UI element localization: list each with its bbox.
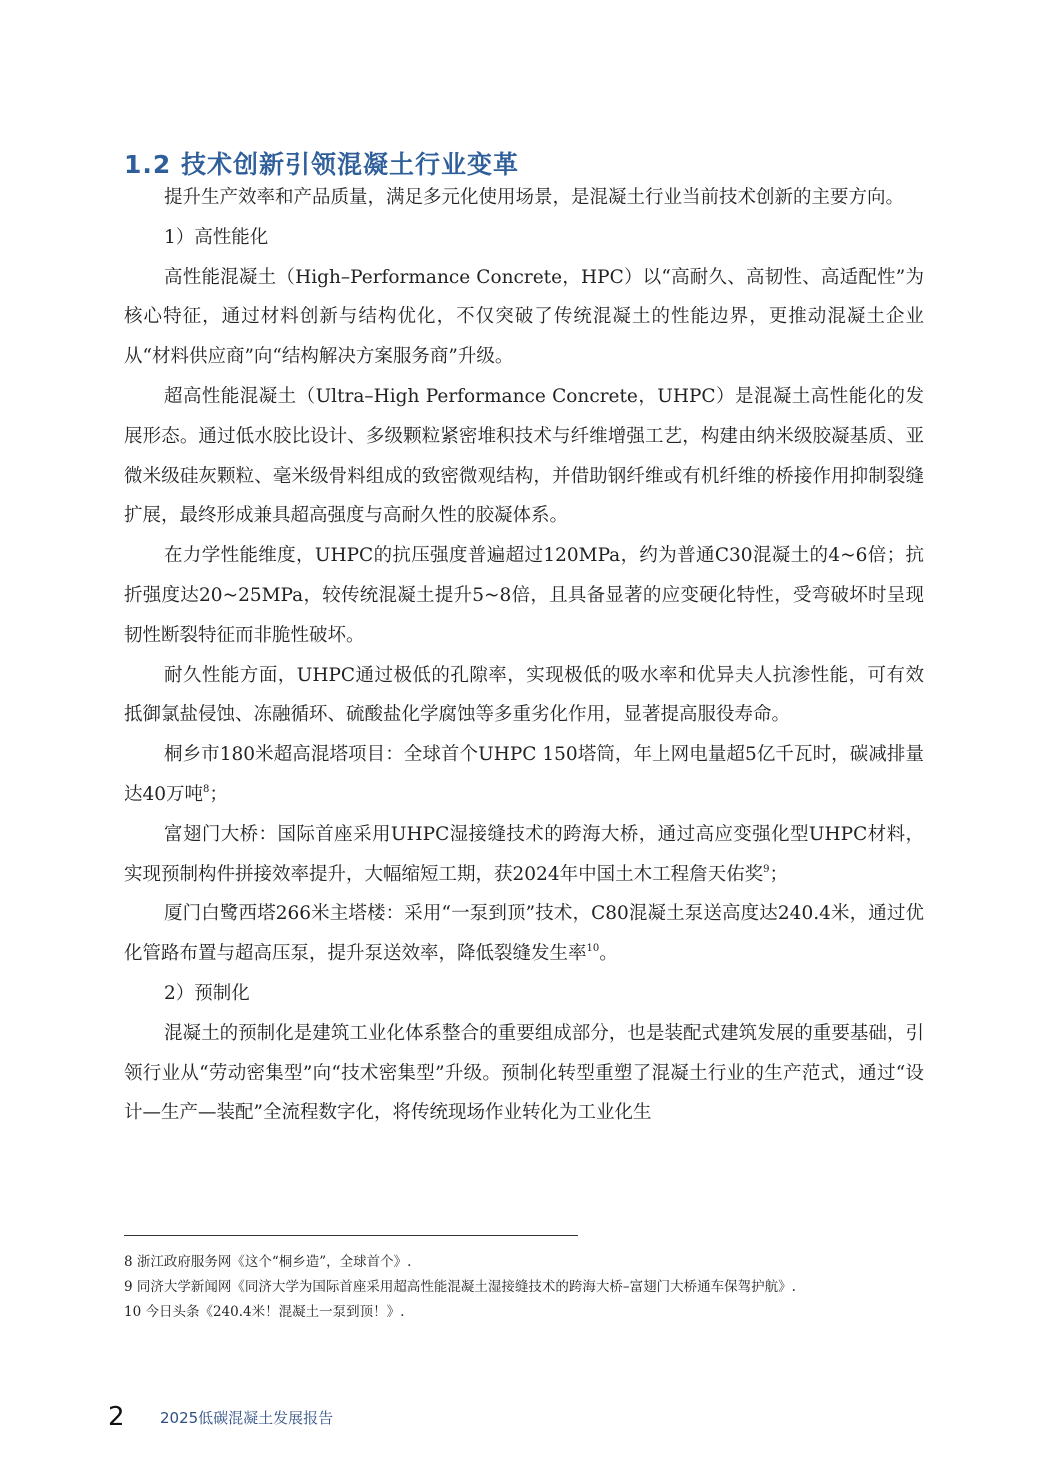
paragraph-with-note <box>124 735 924 815</box>
page-number: 2 <box>108 1402 125 1432</box>
subheading-prefabrication: 2）预制化 <box>164 982 250 1004</box>
punctuation: ； <box>209 783 228 805</box>
footnotes <box>124 1250 944 1325</box>
footnote: 9 同济大学新闻网《同济大学为国际首座采用超高性能混凝土湿接缝技术的跨海大桥–富翅门大桥通车保驾护航》. <box>124 1279 796 1295</box>
paragraph: 在力学性能维度，UHPC的抗压强度普遍超过120MPa，约为普通C30混凝土的4~6倍；抗折强度达20~25MPa，较传统混凝土提升5~8倍，且具备显著的应变硬化特性，受弯破坏时呈现韧性断裂特征而非脆性破坏。 <box>124 545 924 646</box>
footnote-ref[interactable]: 8 <box>203 783 210 795</box>
footnote: 10 今日头条《240.4米！混凝土一泵到顶！》. <box>124 1304 405 1320</box>
report-title: 2025低碳混凝土发展报告 <box>160 1409 334 1427</box>
paragraph-with-note <box>124 815 924 895</box>
section-title: 1.2 技术创新引领混凝土行业变革 <box>124 150 519 179</box>
subheading-high-performance: 1）高性能化 <box>164 226 269 248</box>
footnote-divider <box>124 1235 578 1236</box>
paragraph-text: 厦门白鹭西塔266米主塔楼：采用“一泵到顶”技术，C80混凝土泵送高度达240.4米，通过优化管路布置与超高压泵，提升泵送效率，降低裂缝发生率 <box>124 903 924 965</box>
paragraph: 超高性能混凝土（Ultra–High Performance Concrete，UHPC）是混凝土高性能化的发展形态。通过低水胶比设计、多级颗粒紧密堆积技术与纤维增强工艺，构建由纳米级胶凝基质、亚微米级硅灰颗粒、毫米级骨料组成的致密微观结构，并借助钢纤维或有机纤维的桥接作用抑制裂缝扩展，最终形成兼具超高强度与高耐久性的胶凝体系。 <box>124 385 924 527</box>
punctuation: ； <box>769 863 788 885</box>
paragraph: 提升生产效率和产品质量，满足多元化使用场景，是混凝土行业当前技术创新的主要方向。 <box>164 187 905 208</box>
footnote: 8 浙江政府服务网《这个“桐乡造”，全球首个》. <box>124 1254 412 1270</box>
paragraph-text: 富翅门大桥：国际首座采用UHPC湿接缝技术的跨海大桥，通过高应变强化型UHPC材料，实现预制构件拼接效率提升，大幅缩短工期，获2024年中国土木工程詹天佑奖 <box>124 823 924 885</box>
paragraph: 混凝土的预制化是建筑工业化体系整合的重要组成部分，也是装配式建筑发展的重要基础，引领行业从“劳动密集型”向“技术密集型”升级。预制化转型重塑了混凝土行业的生产范式，通过“设计—生产—装配”全流程数字化，将传统现场作业转化为工业化生 <box>124 1022 924 1124</box>
paragraph: 耐久性能方面，UHPC通过极低的孔隙率，实现极低的吸水率和优异夫人抗渗性能，可有效抵御氯盐侵蚀、冻融循环、硫酸盐化学腐蚀等多重劣化作用，显著提高服役寿命。 <box>124 664 924 726</box>
paragraph-text: 桐乡市180米超高混塔项目：全球首个UHPC 150塔筒，年上网电量超5亿千瓦时，碳减排量达40万吨 <box>124 744 924 805</box>
paragraph-with-note <box>124 894 924 974</box>
paragraph: 高性能混凝土（High–Performance Concrete，HPC）以“高耐久、高韧性、高适配性”为核心特征，通过材料创新与结构优化，不仅突破了传统混凝土的性能边界，更推动混凝土企业从“材料供应商”向“结构解决方案服务商”升级。 <box>124 266 924 368</box>
body-text <box>124 178 924 1133</box>
footnote-ref[interactable]: 10 <box>586 943 600 955</box>
punctuation: 。 <box>599 943 618 965</box>
footnote-ref[interactable]: 9 <box>763 863 770 875</box>
